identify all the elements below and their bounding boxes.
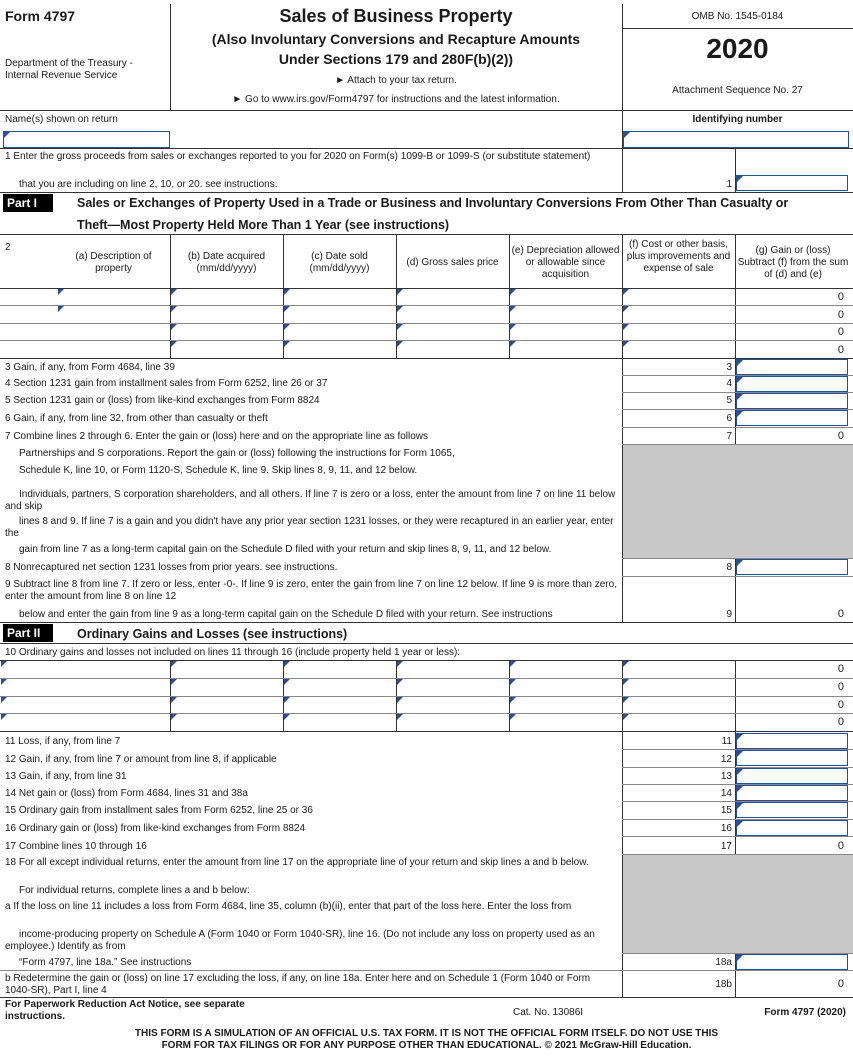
form-subtitle-2: Under Sections 179 and 280F(b)(2))	[278, 51, 514, 67]
line18a-text-2: income-producing property on Schedule A (Form 1040 or Form 1040-SR), line 16. (Do not include any loss on property used as an employee.) Identify as from	[5, 929, 595, 952]
table1-row-rule-1	[0, 305, 853, 306]
row4-col-e-field[interactable]	[510, 341, 516, 347]
line7-partnerships-1: Partnerships and S corporations. Report the gain or (loss) following the instructions for Form 1065,	[19, 448, 455, 459]
line12-number: 12	[720, 754, 732, 765]
p2-row3-col-e-field[interactable]	[510, 697, 516, 703]
omb-number: OMB No. 1545-0184	[691, 11, 784, 22]
part1-title-2: Theft—Most Property Held More Than 1 Year (see instructions)	[77, 218, 450, 232]
line6-input[interactable]	[736, 410, 848, 426]
line1-text-b: that you are including on line 2, 10, or 20. see instructions.	[19, 179, 278, 190]
row3-col-b-field[interactable]	[171, 324, 177, 330]
p2-row1-col-d-field[interactable]	[397, 661, 403, 667]
form-bottom-rule	[0, 997, 853, 998]
line12-text: 12 Gain, if any, from line 7 or amount from line 8, if applicable	[5, 754, 277, 765]
p2-row4-col-c-field[interactable]	[284, 714, 290, 720]
line8-rule	[622, 576, 853, 577]
form-subtitle-1: (Also Involuntary Conversions and Recapture Amounts	[211, 31, 581, 47]
irs-label: Internal Revenue Service	[5, 70, 118, 81]
col-e-header: (e) Depreciation allowed or allowable since acquisition	[511, 245, 620, 280]
p2-row1-col-a-field[interactable]	[1, 661, 7, 667]
line9-text-b: below and enter the gain from line 9 as a long-term capital gain on the Schedule D filed with your return. See instructions	[19, 609, 553, 620]
p2-row4-col-e-field[interactable]	[510, 714, 516, 720]
part2-header-rule	[0, 643, 853, 644]
part1-row1-gain: 0	[837, 291, 844, 303]
line17-number: 17	[720, 841, 732, 852]
line7-value: 0	[837, 430, 844, 442]
table2-row-rule-2	[0, 696, 853, 697]
line18a-number: 18a	[715, 957, 732, 968]
p2-row4-col-f-field[interactable]	[623, 714, 629, 720]
table2-row-rule-3	[0, 713, 853, 714]
p2-row4-col-a-field[interactable]	[1, 714, 7, 720]
header-bottom-rule	[0, 110, 853, 111]
row3-col-d-field[interactable]	[397, 324, 403, 330]
paperwork-notice: For Paperwork Reduction Act Notice, see separate instructions.	[5, 999, 245, 1022]
line18-text: 18 For all except individual returns, enter the amount from line 17 on the appropriate line of your return and skip lines a and b below.	[5, 857, 589, 868]
col-b-header: (b) Date acquired (mm/dd/yyyy)	[187, 251, 266, 274]
row1-col-b-field[interactable]	[171, 289, 177, 295]
row1-col-e-field[interactable]	[510, 289, 516, 295]
line4-input[interactable]	[736, 376, 848, 392]
line18b-value: 0	[837, 978, 844, 990]
p2-row2-col-c-field[interactable]	[284, 679, 290, 685]
line4-text: 4 Section 1231 gain from installment sales from Form 6252, line 26 or 37	[5, 378, 328, 389]
row3-col-c-field[interactable]	[284, 324, 290, 330]
line7-number: 7	[726, 431, 732, 442]
col-d-header: (d) Gross sales price	[406, 257, 499, 268]
row1-col-f-field[interactable]	[623, 289, 629, 295]
line5-input[interactable]	[736, 393, 848, 409]
table1-row-rule-3	[0, 340, 853, 341]
names-label: Name(s) shown on return	[5, 114, 118, 125]
line8-number: 8	[726, 562, 732, 573]
line18-individual: For individual returns, complete lines a and b below:	[19, 885, 250, 896]
col-a-header: (a) Description of property	[75, 251, 152, 274]
part2-row3-gain: 0	[837, 699, 844, 711]
col-c-header: (c) Date sold (mm/dd/yyyy)	[309, 251, 370, 274]
line16-text: 16 Ordinary gain or (loss) from like-kind exchanges from Form 8824	[5, 823, 306, 834]
line11-input[interactable]	[736, 733, 848, 749]
row2-col-f-field[interactable]	[623, 306, 629, 312]
line7-partnerships-2: Schedule K, line 10, or Form 1120-S, Schedule K, line 9. Skip lines 8, 9, 11, and 12 below.	[19, 465, 418, 476]
line11-number: 11	[721, 736, 732, 747]
row2-col-c-field[interactable]	[284, 306, 290, 312]
line18b-number: 18b	[715, 979, 732, 990]
line3-text: 3 Gain, if any, from Form 4684, line 39	[5, 362, 175, 373]
p2-row2-col-d-field[interactable]	[397, 679, 403, 685]
line9-value: 0	[837, 608, 844, 620]
line18a-text-3: “Form 4797, line 18a.” See instructions	[19, 957, 192, 968]
table2-bottom-rule	[0, 731, 853, 732]
line1-bottom-rule	[0, 192, 853, 193]
line18b-text: b Redetermine the gain or (loss) on line 17 excluding the loss, if any, on line 18a. Enter here and on Schedule 1 (Form 1040 or Form 1040-SR), Part I, line 4	[5, 973, 591, 996]
line1-number: 1	[726, 179, 732, 190]
part1-title-1: Sales or Exchanges of Property Used in a Trade or Business and Involuntary Conversions From Other Than Casualty or	[77, 196, 789, 210]
line14-input[interactable]	[736, 785, 848, 801]
line16-rule	[622, 836, 853, 837]
line6-text: 6 Gain, if any, from line 32, from other than casualty or theft	[5, 413, 268, 424]
line4-number: 4	[726, 378, 732, 389]
line14-number: 14	[720, 788, 732, 799]
line10-text: 10 Ordinary gains and losses not included on lines 11 through 16 (include property held 1 year or less):	[5, 647, 461, 658]
row1-col-a-field[interactable]	[58, 289, 64, 295]
table1-bottom-rule	[0, 358, 853, 359]
part2-label: Part II	[3, 624, 53, 642]
row2-col-b-field[interactable]	[171, 306, 177, 312]
line13-input[interactable]	[736, 768, 848, 784]
line16-input[interactable]	[736, 820, 848, 836]
p2-row3-col-d-field[interactable]	[397, 697, 403, 703]
p2-row2-col-e-field[interactable]	[510, 679, 516, 685]
form-title: Sales of Business Property	[279, 6, 513, 26]
line15-text: 15 Ordinary gain from installment sales from Form 6252, line 25 or 36	[5, 805, 313, 816]
part2-row4-gain: 0	[837, 716, 844, 728]
line7-individuals-2: lines 8 and 9. If line 7 is a gain and you didn't have any prior year section 1231 losses, or they were recaptured in an earlier year, enter the	[5, 516, 614, 539]
dept-treasury: Department of the Treasury -	[5, 58, 133, 69]
row3-col-e-field[interactable]	[510, 324, 516, 330]
line13-text: 13 Gain, if any, from line 31	[5, 771, 127, 782]
line15-input[interactable]	[736, 802, 848, 818]
line3-number: 3	[726, 362, 732, 373]
part1-label: Part I	[3, 194, 53, 212]
table2-row-rule-1	[0, 678, 853, 679]
p2-row2-col-a-field[interactable]	[1, 679, 7, 685]
p2-row4-col-d-field[interactable]	[397, 714, 403, 720]
p2-row2-col-b-field[interactable]	[171, 679, 177, 685]
line7-individuals-1: Individuals, partners, S corporation shareholders, and all others. If line 7 is zero or a loss, enter the amount from line 7 on line 11 below and skip	[5, 489, 616, 512]
line5-text: 5 Section 1231 gain or (loss) from like-kind exchanges from Form 8824	[5, 395, 320, 406]
catalog-number: Cat. No. 13086I	[513, 1007, 584, 1018]
line8-input[interactable]	[736, 559, 848, 575]
line1-text: 1 Enter the gross proceeds from sales or exchanges reported to you for 2020 on Form(s) 1099-B or 1099-S (or substitute statement)	[5, 151, 591, 162]
row4-col-c-field[interactable]	[284, 341, 290, 347]
line8-text: 8 Nonrecaptured net section 1231 losses from prior years. see instructions.	[5, 562, 338, 573]
line6-rule	[622, 427, 853, 428]
identifying-number-label: Identifying number	[692, 114, 783, 125]
line17-text: 17 Combine lines 10 through 16	[5, 841, 147, 852]
line7-shaded-area	[623, 445, 853, 558]
line16-number: 16	[720, 823, 732, 834]
line18-shaded-area	[623, 855, 853, 953]
part1-row4-gain: 0	[837, 344, 844, 356]
line7-text: 7 Combine lines 2 through 6. Enter the gain or (loss) here and on the appropriate line as follows	[5, 431, 429, 442]
row4-col-f-field[interactable]	[623, 341, 629, 347]
part1-row3-gain: 0	[837, 326, 844, 338]
row4-col-b-field[interactable]	[171, 341, 177, 347]
p2-row3-col-c-field[interactable]	[284, 697, 290, 703]
part2-title: Ordinary Gains and Losses (see instructions)	[77, 627, 348, 641]
names-input[interactable]	[3, 131, 170, 148]
part1-bottom-rule	[0, 622, 853, 623]
col-f-header: (f) Cost or other basis, plus improvements and expense of sale	[626, 239, 731, 274]
row1-col-d-field[interactable]	[397, 289, 403, 295]
line5-number: 5	[726, 395, 732, 406]
line11-text: 11 Loss, if any, from line 7	[5, 736, 121, 747]
p2-row3-col-a-field[interactable]	[1, 697, 7, 703]
disclaimer-line-2: FORM FOR TAX FILINGS OR FOR ANY PURPOSE OTHER THAN EDUCATIONAL. © 2021 McGraw-Hill Education.	[161, 1040, 692, 1051]
line18a-text-1: a If the loss on line 11 includes a loss from Form 4684, line 35, column (b)(ii), enter that part of the loss here. Enter the loss from	[5, 901, 572, 912]
line3-input[interactable]	[736, 359, 848, 375]
p2-row1-col-e-field[interactable]	[510, 661, 516, 667]
identifying-number-input[interactable]	[623, 131, 849, 148]
omb-divider	[622, 28, 853, 29]
row1-col-c-field[interactable]	[284, 289, 290, 295]
part2-row2-gain: 0	[837, 681, 844, 693]
line13-number: 13	[720, 771, 732, 782]
p2-row2-col-f-field[interactable]	[623, 679, 629, 685]
line2-number: 2	[5, 242, 11, 253]
row2-col-d-field[interactable]	[397, 306, 403, 312]
p2-row1-col-f-field[interactable]	[623, 661, 629, 667]
row2-col-e-field[interactable]	[510, 306, 516, 312]
p2-row4-col-b-field[interactable]	[171, 714, 177, 720]
disclaimer-line-1: THIS FORM IS A SIMULATION OF AN OFFICIAL U.S. TAX FORM. IT IS NOT THE OFFICIAL FORM ITSELF. DO NOT USE THIS	[134, 1028, 719, 1039]
line9-number: 9	[726, 609, 732, 620]
line12-input[interactable]	[736, 750, 848, 766]
line18a-rule	[0, 970, 853, 971]
table1-header-rule	[0, 288, 853, 289]
form-number: Form 4797	[5, 8, 76, 24]
row3-col-f-field[interactable]	[623, 324, 629, 330]
part1-header-rule	[0, 234, 853, 235]
line1-input[interactable]	[736, 175, 848, 191]
p2-row3-col-f-field[interactable]	[623, 697, 629, 703]
goto-note: ► Go to www.irs.gov/Form4797 for instructions and the latest information.	[232, 94, 560, 105]
part1-row2-gain: 0	[837, 309, 844, 321]
line14-text: 14 Net gain or (loss) from Form 4684, lines 31 and 38a	[5, 788, 248, 799]
line9-text-a: 9 Subtract line 8 from line 7. If zero or less, enter -0-. If line 9 is zero, enter the gain from line 7 on line 12 below. If line 9 is more than zero, enter the amount from line 8 on line 12	[5, 579, 617, 602]
line6-number: 6	[726, 413, 732, 424]
attachment-sequence: Attachment Sequence No. 27	[672, 85, 803, 96]
line15-number: 15	[720, 805, 732, 816]
p2-row3-col-b-field[interactable]	[171, 697, 177, 703]
part2-row1-gain: 0	[837, 663, 844, 675]
table1-row-rule-2	[0, 323, 853, 324]
p2-row1-col-b-field[interactable]	[171, 661, 177, 667]
line1-col-divider	[622, 148, 623, 192]
names-bottom-rule	[0, 148, 853, 149]
line18a-input[interactable]	[736, 954, 848, 970]
form-footer-id: Form 4797 (2020)	[764, 1007, 846, 1018]
col-g-header: (g) Gain or (loss) Subtract (f) from the sum of (d) and (e)	[737, 245, 849, 280]
row2-col-a-field[interactable]	[58, 306, 64, 312]
attach-note: ► Attach to your tax return.	[335, 75, 457, 86]
tax-year: 2020	[706, 33, 769, 64]
line7-individuals-3: gain from line 7 as a long-term capital gain on the Schedule D filed with your return and skip lines 8, 9, 11, and 12 below.	[19, 544, 552, 555]
table2-top-rule	[0, 660, 853, 661]
row4-col-d-field[interactable]	[397, 341, 403, 347]
p2-row1-col-c-field[interactable]	[284, 661, 290, 667]
line17-value: 0	[837, 840, 844, 852]
